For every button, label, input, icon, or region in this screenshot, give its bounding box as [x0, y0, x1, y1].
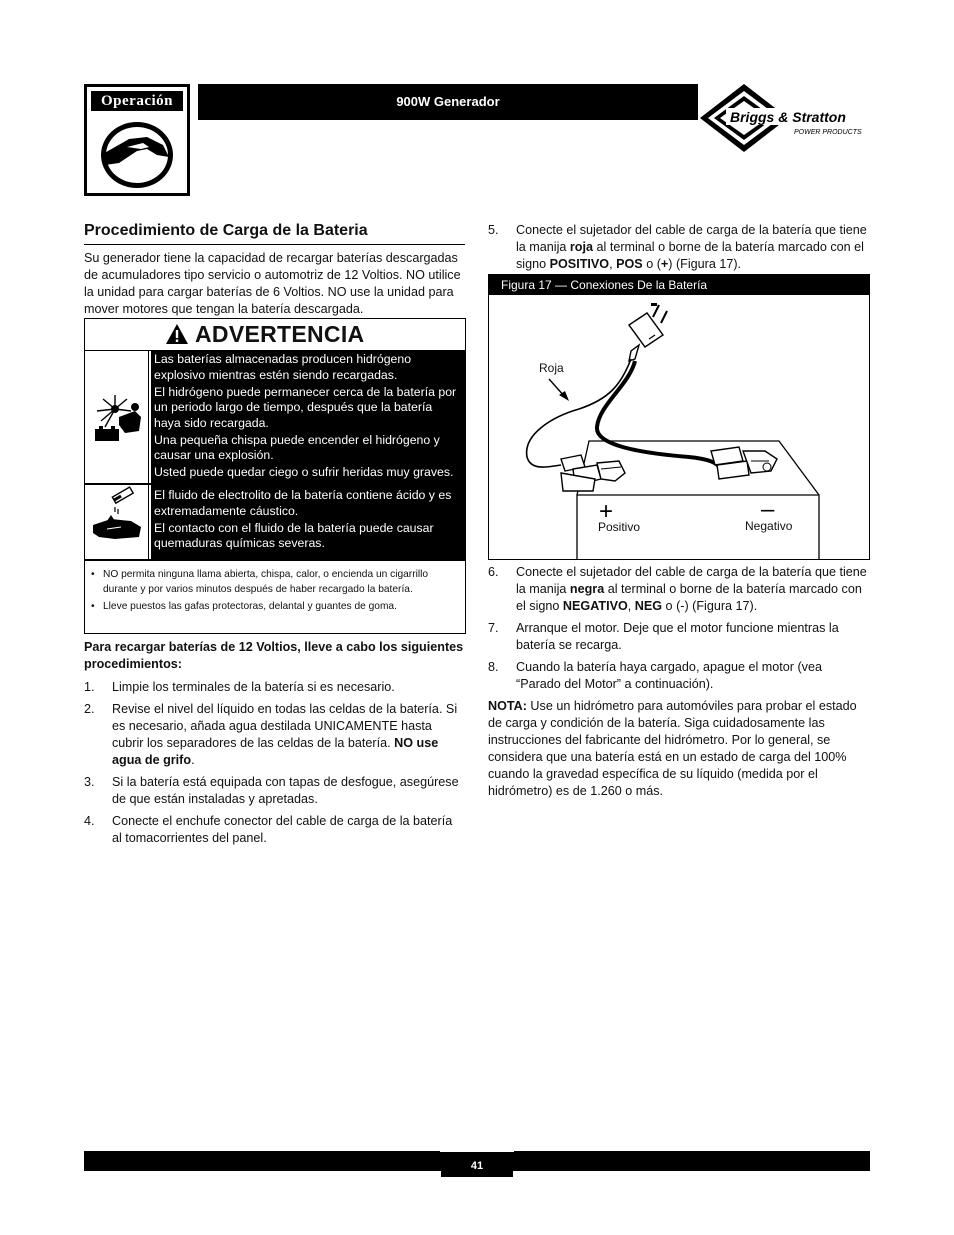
hand-operation-icon [97, 117, 177, 189]
step-number: 6. [488, 565, 499, 579]
hazard1-line: El hidrógeno puede permanecer cerca de la batería por un periodo largo de tiempo, después que la batería haya sido recargada. [154, 384, 457, 430]
step-number: 2. [84, 702, 95, 716]
step-text: al terminal o borne de la batería marcado con el signo [516, 240, 864, 271]
procedure-lead: Para recargar baterías de 12 Voltios, lleve a cabo los siguientes procedimientos: [84, 640, 464, 671]
procedure-step [84, 774, 465, 808]
step-text: o (-) (Figura 17). [662, 599, 758, 613]
warning-title: ADVERTENCIA [195, 321, 365, 347]
step-bold: roja [569, 240, 594, 254]
section-intro: Su generador tiene la capacidad de recargar baterías descargadas de acumuladores tipo servicio o automotriz de 12 Voltios. NO utilice la unidad para cargar baterías de 6 Voltios. NO use la unidad para mover motores que tengan la batería descargada. [84, 251, 461, 316]
step-text: Revise el nivel del líquido en todas las celdas de la batería. Si es necesario, añada agua destilada UNICAMENTE hasta cubrir los separadores de las celdas de la batería. [112, 702, 458, 750]
label-red: Roja [539, 361, 564, 375]
red-cable [527, 359, 631, 467]
procedure-step [84, 813, 465, 847]
step-text: Conecte el sujetador del cable de carga de la batería que tiene la manija [516, 565, 867, 596]
briggs-stratton-logo [700, 82, 870, 154]
warning-header [85, 319, 465, 351]
step-text: Cuando la batería haya cargado, apague el motor (vea “Parado del Motor” a continuación). [516, 660, 822, 691]
step-text: Si la batería está equipada con tapas de desfogue, asegúrese de que están instaladas y apretadas. [112, 775, 459, 806]
explosion-hazard-cell [85, 351, 149, 483]
red-clamp [561, 455, 625, 491]
step-number: 4. [84, 814, 95, 828]
warning-box [84, 318, 466, 634]
procedure-step [84, 679, 465, 696]
figure-caption: Figura 17 — Conexiones De la Batería [489, 275, 869, 295]
chemical-burn-hazard-icon [85, 485, 147, 559]
section-title: Procedimiento de Carga de la Bateria [84, 220, 465, 245]
step-number: 1. [84, 680, 95, 694]
brand-name: Briggs & Stratton [730, 109, 846, 125]
step-bold: POS [616, 257, 643, 271]
header-title-bar: 900W Generador [198, 84, 698, 120]
right-column-step5 [488, 222, 870, 278]
step-text: o ( [642, 257, 661, 271]
negative-sign: – [761, 496, 775, 523]
step-bold: negra [569, 582, 605, 596]
label-positive: Positivo [598, 520, 641, 534]
hazard1-line: Una pequeña chispa puede encender el hidrógeno y causar una explosión. [154, 432, 440, 462]
step-text: Conecte el enchufe conector del cable de carga de la batería al tomacorrientes del panel. [112, 814, 453, 845]
cable-plug [629, 303, 667, 361]
operation-logo-title: Operación [91, 91, 183, 111]
hazard-separator [85, 559, 465, 561]
procedure-steps-right [488, 222, 870, 273]
label-negative: Negativo [745, 519, 793, 533]
left-column-intro [84, 220, 465, 318]
warning-bullet: • NO permita ninguna llama abierta, chispa, calor, o encienda un cigarrillo durante y por varios minutos después de haber recargado la batería. [89, 567, 459, 598]
procedure-step [488, 659, 870, 693]
step-bold: POSITIVO [549, 257, 610, 271]
step-number: 8. [488, 660, 499, 674]
step-bold: NO use agua de grifo [112, 736, 439, 767]
explosion-hazard-icon [85, 351, 147, 483]
hazard2-line: El fluido de electrolito de la batería contiene ácido y es extremadamente cáustico. [154, 488, 452, 518]
step-number: 5. [488, 223, 499, 237]
figure-17 [488, 274, 870, 560]
step-bold: NEGATIVO [562, 599, 628, 613]
step-bold: + [660, 257, 669, 271]
step-text: , [609, 257, 617, 271]
operation-section-logo [84, 84, 190, 196]
black-clamp [711, 447, 777, 479]
procedure-step [488, 620, 870, 654]
black-cable [597, 361, 719, 467]
step-tail: . [191, 753, 195, 767]
procedure-step [84, 701, 465, 769]
chemical-burn-hazard-text [151, 485, 465, 559]
hazard2-line: El contacto con el fluido de la batería puede causar quemaduras químicas severas. [154, 520, 434, 550]
warning-bullets [89, 567, 459, 615]
step-number: 7. [488, 621, 499, 635]
explosion-hazard-text [151, 351, 465, 483]
hazard1-line: Usted puede quedar ciego o sufrir heridas muy graves. [154, 465, 454, 479]
step-text: ) (Figura 17). [668, 257, 742, 271]
note-text: Use un hidrómetro para automóviles para probar el estado de carga y condición de la batería. Siga cuidadosamente las instrucciones del fabricante del hidrómetro. Por lo general, se considera que una batería está en un estado de carga del 100% cuando la gravedad específica de su líquido (medida por el hidrómetro) es de 1.260 o más. [488, 699, 857, 798]
procedure-step [488, 564, 870, 615]
right-column-steps [488, 564, 870, 800]
step-text: Arranque el motor. Deje que el motor funcione mientras la batería se recarga. [516, 621, 839, 652]
step-text: al terminal o borne de la batería marcado con el signo [516, 582, 862, 613]
step-text: , [627, 599, 635, 613]
note-paragraph [488, 698, 870, 800]
step-text: Limpie los terminales de la batería si es necesario. [112, 680, 395, 694]
warning-triangle-icon [165, 323, 189, 345]
note-label: NOTA: [488, 699, 527, 713]
left-column-procedure [84, 639, 465, 852]
positive-sign: + [599, 498, 614, 525]
battery-connection-illustration [489, 295, 869, 559]
warning-bullet: • Lleve puestos las gafas protectoras, delantal y guantes de goma. [89, 599, 459, 614]
page-number: 41 [441, 1151, 513, 1177]
procedure-step [488, 222, 870, 273]
chemical-burn-hazard-cell [85, 485, 149, 559]
brand-sub: POWER PRODUCTS [794, 129, 862, 136]
step-text: Conecte el sujetador del cable de carga de la batería que tiene la manija [516, 223, 867, 254]
step-bold: NEG [634, 599, 663, 613]
procedure-steps-right2 [488, 564, 870, 693]
hazard1-line: Las baterías almacenadas producen hidrógeno explosivo mientras estén siendo recargadas. [154, 352, 412, 382]
procedure-steps-left [84, 679, 465, 847]
step-number: 3. [84, 775, 95, 789]
